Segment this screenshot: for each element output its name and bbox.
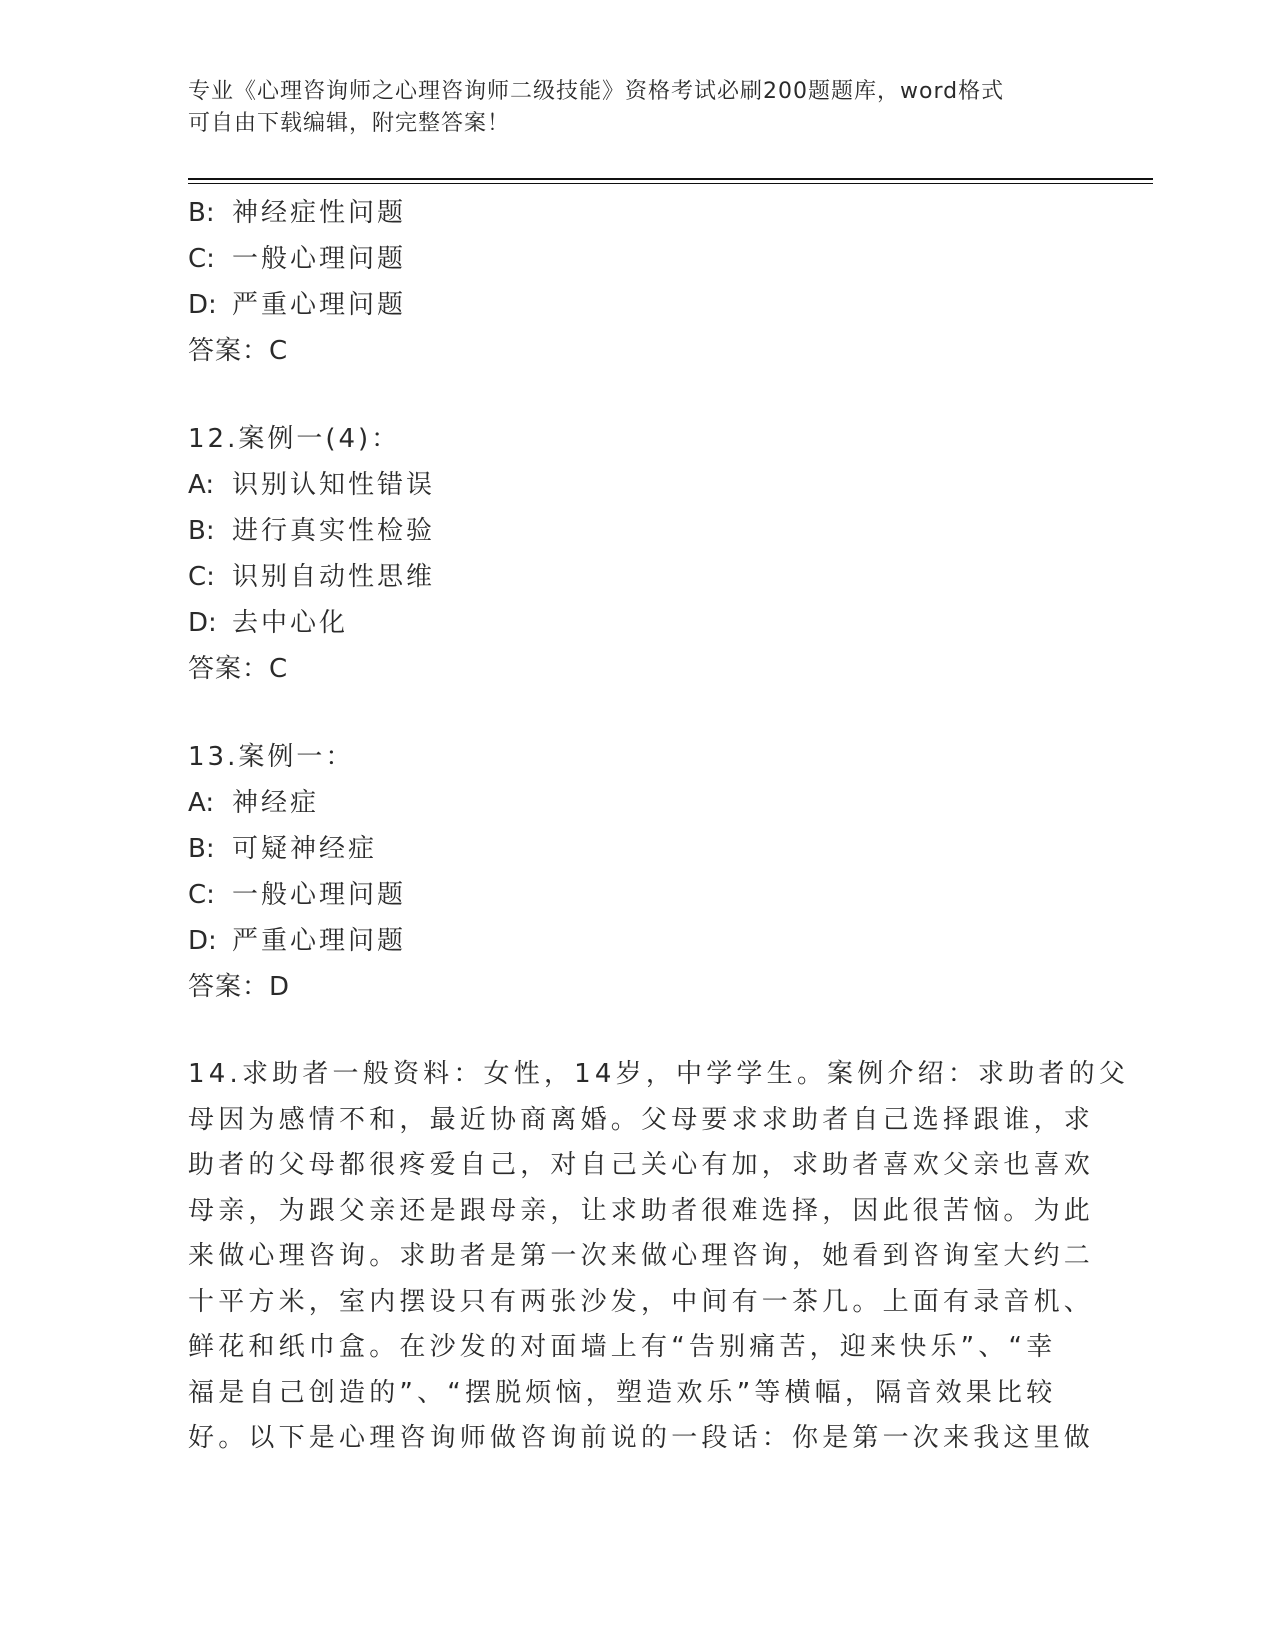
option-b	[188, 508, 1088, 554]
paragraph-line: 鲜花和纸巾盒。在沙发的对面墙上有“告别痛苦，迎来快乐”、“幸	[188, 1332, 1057, 1362]
option-text: 神经症	[232, 788, 320, 818]
spacer	[188, 374, 1088, 416]
option-c	[188, 236, 1088, 282]
option-letter: C:	[188, 244, 215, 274]
spacer	[188, 1010, 1088, 1052]
spacer	[188, 692, 1088, 734]
paragraph-line: 助者的父母都很疼爱自己，对自己关心有加，求助者喜欢父亲也喜欢	[188, 1150, 1095, 1180]
option-text: 识别认知性错误	[232, 470, 436, 500]
option-d	[188, 282, 1088, 328]
paragraph-line: 十平方米，室内摆设只有两张沙发，中间有一茶几。上面有录音机、	[188, 1286, 1095, 1317]
option-c	[188, 872, 1088, 918]
option-text: 一般心理问题	[232, 880, 407, 910]
document-body	[188, 190, 1130, 1462]
option-text: 严重心理问题	[232, 926, 407, 956]
paragraph-line: 好。以下是心理咨询师做咨询前说的一段话：你是第一次来我这里做	[188, 1423, 1095, 1453]
question-12	[188, 416, 1088, 692]
option-text: 一般心理问题	[232, 244, 407, 274]
option-letter: D:	[188, 926, 217, 956]
option-letter: A:	[188, 470, 215, 500]
option-text: 可疑神经症	[232, 834, 378, 864]
option-letter: B:	[188, 834, 215, 864]
option-letter: D:	[188, 608, 217, 638]
question-title: 12.案例一(4)：	[188, 424, 401, 454]
header-title-line-2: 可自由下载编辑，附完整答案！	[188, 111, 511, 136]
option-a	[188, 780, 1088, 826]
option-c	[188, 554, 1088, 600]
option-b	[188, 826, 1088, 872]
answer-line: 答案：C	[188, 336, 289, 366]
paragraph-line: 母因为感情不和，最近协商离婚。父母要求求助者自己选择跟谁，求	[188, 1104, 1095, 1135]
option-d	[188, 918, 1088, 964]
option-letter: B:	[188, 198, 215, 228]
option-text: 去中心化	[232, 608, 349, 638]
option-text: 进行真实性检验	[232, 516, 436, 546]
option-letter: A:	[188, 788, 215, 818]
document-header	[188, 76, 1088, 140]
paragraph-line: 福是自己创造的”、“摆脱烦恼，塑造欢乐”等横幅，隔音效果比较	[188, 1377, 1057, 1408]
paragraph-line: 14.求助者一般资料：女性，14岁，中学学生。案例介绍：求助者的父	[188, 1059, 1130, 1089]
option-text: 严重心理问题	[232, 290, 407, 320]
answer-line: 答案：C	[188, 654, 289, 684]
option-b	[188, 190, 1088, 236]
answer-line: 答案：D	[188, 972, 291, 1002]
header-title-line-1: 专业《心理咨询师之心理咨询师二级技能》资格考试必刷200题题库，word格式	[188, 79, 1005, 104]
question-title: 13.案例一：	[188, 742, 355, 772]
paragraph-line: 母亲，为跟父亲还是跟母亲，让求助者很难选择，因此很苦恼。为此	[188, 1195, 1095, 1226]
question-14-stem	[188, 1052, 1130, 1462]
option-letter: D:	[188, 290, 217, 320]
header-rule-thin	[188, 183, 1153, 184]
option-text: 识别自动性思维	[232, 562, 436, 592]
option-letter: B:	[188, 516, 215, 546]
question-11-tail	[188, 190, 1088, 374]
option-letter: C:	[188, 562, 215, 592]
paragraph-line: 来做心理咨询。求助者是第一次来做心理咨询，她看到咨询室大约二	[188, 1241, 1095, 1271]
header-rule-thick	[188, 178, 1153, 180]
option-d	[188, 600, 1088, 646]
option-text: 神经症性问题	[232, 198, 407, 228]
option-a	[188, 462, 1088, 508]
option-letter: C:	[188, 880, 215, 910]
question-13	[188, 734, 1088, 1010]
